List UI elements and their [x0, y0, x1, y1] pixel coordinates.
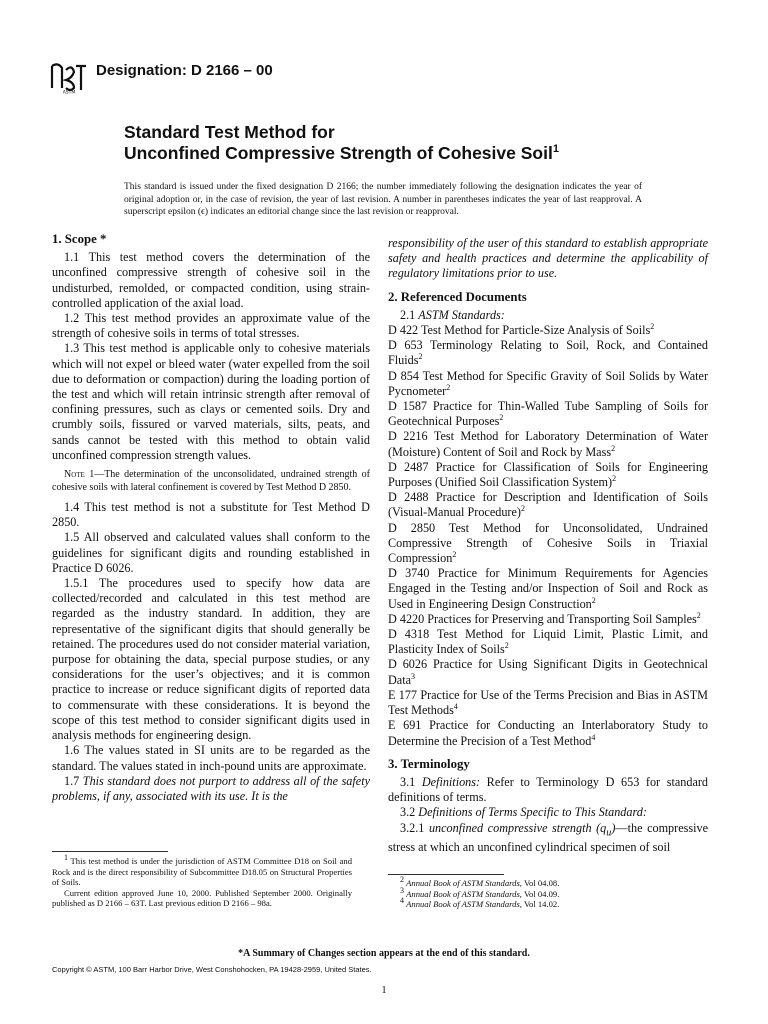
- reference-item: D 2216 Test Method for Laboratory Determination of Water (Moisture) Content of Soil and Rock by Mass$^2$: [388, 429, 709, 459]
- designation: Designation: D 2166 – 00: [96, 62, 273, 79]
- title-line-1: Standard Test Method for: [124, 122, 335, 142]
- para-1-7-continued: responsibility of the user of this standard to establish appropriate safety and health practices and determine the applicability of regulatory limitations prior to use.: [388, 236, 708, 281]
- standard-notice: This standard is issued under the fixed designation D 2166; the number immediately following the designation indicates the year of original adoption or, in the case of revision, the year of last revision. A number in parentheses indicates the year of last reapproval. A superscript epsilon (ϵ) indicates an editorial change since the last revision or reapproval.: [124, 182, 642, 217]
- section-2-heading: 2. Referenced Documents: [388, 289, 527, 304]
- para-1-1: 1.1 This test method covers the determination of the unconfined compressive strength of cohesive soil in the undisturbed, remolded, or compacted condition, using strain-controlled application of the axial load.: [52, 250, 370, 310]
- logo-text: ASTM: [62, 90, 76, 94]
- reference-item: D 1587 Practice for Thin-Walled Tube Sampling of Soils for Geotechnical Purposes$^2$: [388, 399, 709, 429]
- right-column: [388, 236, 708, 855]
- page-number: 1: [381, 985, 387, 996]
- reference-item: E 177 Practice for Use of the Terms Precision and Bias in ASTM Test Methods$^4$: [388, 687, 708, 718]
- para-3-2-1: 3.2.1 unconfined compressive strength $(q_u)—the$ compressive stress at which an unconfined cylindrical specimen of soil: [388, 820, 708, 855]
- para-1-6: 1.6 The values stated in SI units are to be regarded as the standard. The values stated in inch-pound units are approximate.: [52, 743, 370, 773]
- reference-item: D 854 Test Method for Specific Gravity of Soil Solids by Water Pycnometer$^2$: [388, 368, 709, 398]
- reference-item: D 6026 Practice for Using Significant Digits in Geotechnical Data$^3$: [388, 657, 708, 687]
- left-column: [52, 232, 370, 804]
- reference-item: D 2488 Practice for Description and Identification of Soils (Visual-Manual Procedure)$^2$: [388, 490, 708, 520]
- reference-item: D 653 Terminology Relating to Soil, Rock, and Contained Fluids$^2$: [388, 338, 708, 368]
- note-1: Note 1—The determination of the unconsolidated, undrained strength of cohesive soils with lateral confinement is covered by Test Method D 2850.: [52, 469, 370, 493]
- footnote-3: $^3$ Annual Book of ASTM Standards, Vol 04.09.: [400, 885, 560, 899]
- reference-item: D 4318 Test Method for Liquid Limit, Plastic Limit, and Plasticity Index of Soils$^2$: [388, 627, 708, 657]
- para-3-1: 3.1 Definitions: Refer to Terminology D 653 for standard definitions of terms.: [388, 774, 709, 805]
- footnote-1: $^1$ This test method is under the jurisdiction of ASTM Committee D18 on Soil and Rock and is the direct responsibility of Subcommittee D18.05 on Structural Properties of Soils.: [52, 853, 352, 888]
- reference-list: [388, 323, 708, 749]
- footnote-rule: [52, 851, 168, 852]
- title-line-2: Unconfined Compressive Strength of Cohesive Soil$^1$: [124, 143, 559, 163]
- copyright: Copyright © ASTM, 100 Barr Harbor Drive, West Conshohocken, PA 19428-2959, United States.: [52, 965, 372, 974]
- reference-item: E 691 Practice for Conducting an Interlaboratory Study to Determine the Precision of a Test Method$^4$: [388, 718, 708, 748]
- para-1-5: 1.5 All observed and calculated values shall conform to the guidelines for significant digits and rounding established in Practice D 6026.: [52, 530, 370, 575]
- summary-note: *A Summary of Changes section appears at the end of this standard.: [238, 948, 530, 959]
- para-3-2: 3.2 Definitions of Terms Specific to This Standard:: [400, 805, 647, 820]
- para-1-5-1: 1.5.1 The procedures used to specify how data are collected/recorded and calculated in this test method are regarded as the industry standard. In addition, they are representative of the significant digits that should generally be retained. The procedures used do not consider material variation, purpose for obtaining the data, special purpose studies, or any considerations for the user’s objectives; and it is common practice to increase or reduce significant digits of reported data to commensurate with these considerations. It is beyond the scope of this test method to consider significant digits used in analysis methods for engineering design.: [52, 576, 370, 743]
- footnotes-right: [400, 875, 700, 910]
- para-1-2: 1.2 This test method provides an approximate value of the strength of cohesive soils in terms of total stresses.: [52, 311, 370, 341]
- para-1-4: 1.4 This test method is not a substitute for Test Method D 2850.: [52, 500, 370, 530]
- footnote-rule: [388, 874, 504, 875]
- reference-item: D 2850 Test Method for Unconsolidated, Undrained Compressive Strength of Cohesive Soils in Triaxial Compression$^2$: [388, 520, 708, 566]
- section-3-heading: 3. Terminology: [388, 756, 470, 771]
- reference-item: D 422 Test Method for Particle-Size Analysis of Soils$^2$: [388, 321, 655, 338]
- para-1-7: 1.7 This standard does not purport to address all of the safety problems, if any, associated with its use. It is the: [52, 773, 370, 803]
- footnotes-left: [52, 853, 352, 909]
- para-1-3: 1.3 This test method is applicable only to cohesive materials which will not expel or bleed water (water expelled from the soil due to deformation or compaction) during the loading portion of the test and which will retain intrinsic strength after removal of confining pressures, such as clays or cemented soils. Dry and crumbly soils, fissured or varved materials, silts, peats, and sands cannot be tested with this method to obtain valid unconfined compression strength values.: [52, 341, 370, 462]
- para-2-1: 2.1 ASTM Standards:: [400, 307, 505, 322]
- footnote-4: $^4$ Annual Book of ASTM Standards, Vol 14.02.: [400, 896, 560, 910]
- reference-item: D 4220 Practices for Preserving and Transporting Soil Samples$^2$: [388, 610, 701, 626]
- footnote-1-edition: Current edition approved June 10, 2000. Published September 2000. Originally published as D 2166 – 63T. Last previous edition D 2166 – 98a.: [52, 887, 352, 909]
- section-1-heading: 1. Scope *: [52, 232, 107, 246]
- astm-logo: [48, 60, 90, 94]
- document-title: [124, 122, 559, 164]
- reference-item: D 3740 Practice for Minimum Requirements for Agencies Engaged in the Testing and/or Inspection of Soil and Rock as Used in Engineering Design Construction$^2$: [388, 566, 708, 611]
- reference-item: D 2487 Practice for Classification of Soils for Engineering Purposes (Unified Soil Classification System)$^2$: [388, 459, 709, 490]
- footnote-2: $^2$ Annual Book of ASTM Standards, Vol 04.08.: [400, 875, 560, 888]
